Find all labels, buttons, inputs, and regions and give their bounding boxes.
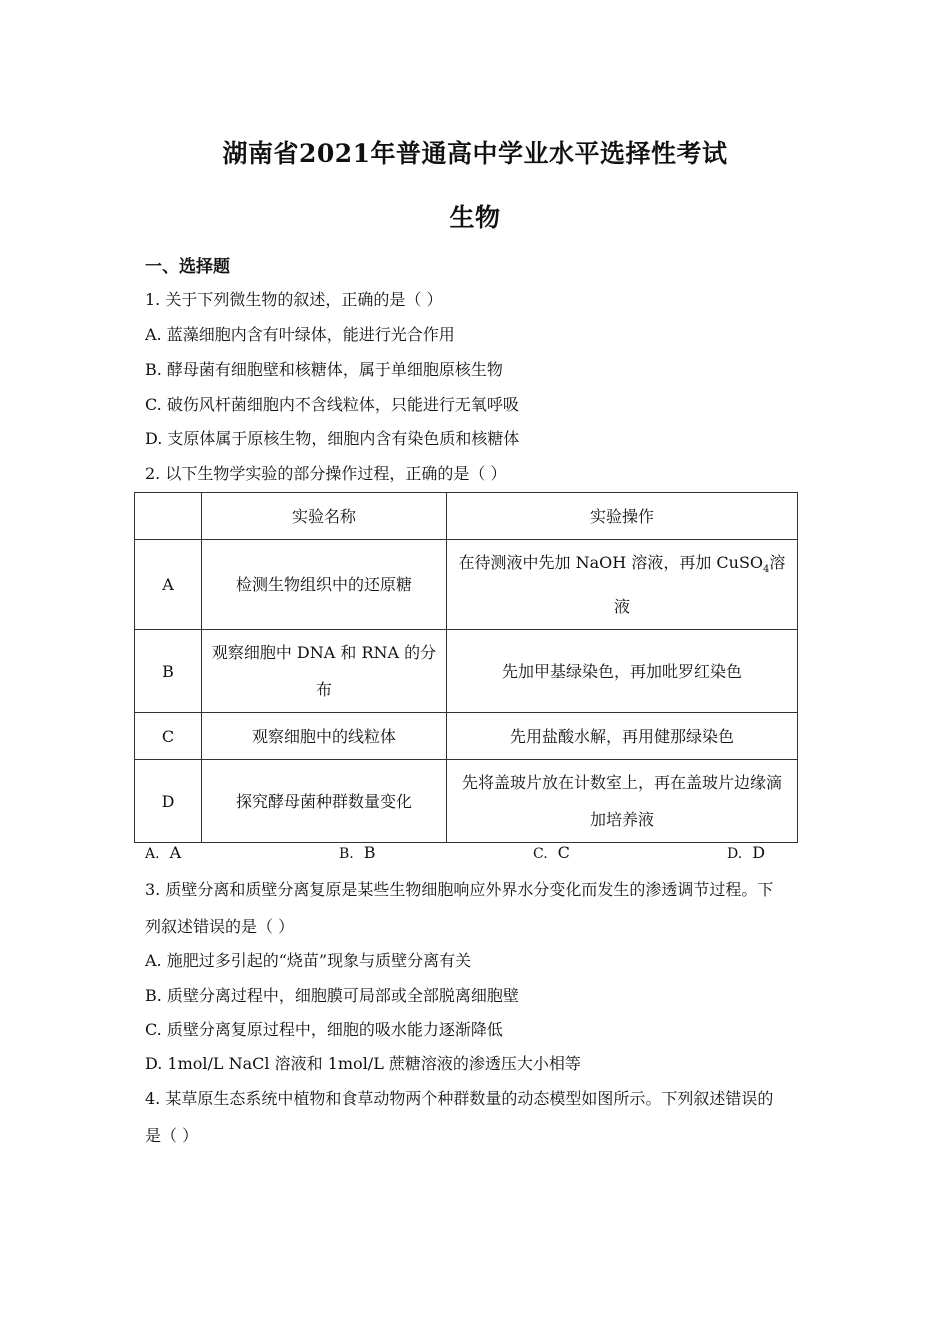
row-key: C (135, 713, 202, 760)
row-operation: 先将盖玻片放在计数室上，再在盖玻片边缘滴加培养液 (447, 760, 798, 843)
exam-title: 湖南省2021年普通高中学业水平选择性考试 (222, 139, 728, 168)
row-operation: 先用盐酸水解，再用健那绿染色 (447, 713, 798, 760)
q1-stem: 1. 关于下列微生物的叙述，正确的是（ ） (145, 290, 443, 309)
q2-option-c: C. C (533, 843, 570, 862)
q4-stem-line2: 是（ ） (145, 1126, 199, 1145)
table-row (135, 713, 798, 760)
subject-title: 生物 (449, 203, 501, 232)
q1-option-d: D. 支原体属于原核生物，细胞内含有染色质和核糖体 (145, 429, 520, 448)
table-row (135, 540, 798, 630)
experiment-table (134, 492, 798, 843)
row-name: 探究酵母菌种群数量变化 (202, 760, 447, 843)
q3-option-b: B. 质壁分离过程中，细胞膜可局部或全部脱离细胞壁 (145, 986, 519, 1005)
row-name: 观察细胞中 DNA 和 RNA 的分布 (202, 630, 447, 713)
table-header-cell: 实验名称 (202, 493, 447, 540)
table-header-cell: 实验操作 (447, 493, 798, 540)
q2-option-a: A. A (145, 843, 182, 862)
q2-stem: 2. 以下生物学实验的部分操作过程，正确的是（ ） (145, 464, 507, 483)
table-header-cell (135, 493, 202, 540)
row-key: B (135, 630, 202, 713)
table-row (135, 760, 798, 843)
q1-option-a: A. 蓝藻细胞内含有叶绿体，能进行光合作用 (145, 325, 455, 344)
q3-option-c: C. 质壁分离复原过程中，细胞的吸水能力逐渐降低 (145, 1020, 503, 1039)
q2-option-d: D. D (727, 843, 766, 862)
row-operation: 在待测液中先加 NaOH 溶液，再加 CuSO$_4$溶液 (447, 540, 798, 630)
row-name: 检测生物组织中的还原糖 (202, 540, 447, 630)
q3-stem-line2: 列叙述错误的是（ ） (145, 917, 295, 936)
row-key: D (135, 760, 202, 843)
table-row (135, 630, 798, 713)
q1-option-c: C. 破伤风杆菌细胞内不含线粒体，只能进行无氧呼吸 (145, 395, 519, 414)
q3-stem-line1: 3. 质壁分离和质壁分离复原是某些生物细胞响应外界水分变化而发生的渗透调节过程。下 (145, 880, 774, 899)
q1-option-b: B. 酵母菌有细胞壁和核糖体，属于单细胞原核生物 (145, 360, 503, 379)
q2-option-b: B. B (339, 843, 376, 862)
section-heading: 一、选择题 (145, 257, 230, 277)
q4-stem-line1: 4. 某草原生态系统中植物和食草动物两个种群数量的动态模型如图所示。下列叙述错误的 (145, 1089, 774, 1108)
row-key: A (135, 540, 202, 630)
q3-option-a: A. 施肥过多引起的“烧苗”现象与质壁分离有关 (145, 951, 472, 970)
table-header-row (135, 493, 798, 540)
row-operation: 先加甲基绿染色，再加吡罗红染色 (447, 630, 798, 713)
row-name: 观察细胞中的线粒体 (202, 713, 447, 760)
q3-option-d: D. 1mol/L NaCl 溶液和 1mol/L 蔗糖溶液的渗透压大小相等 (145, 1054, 581, 1073)
